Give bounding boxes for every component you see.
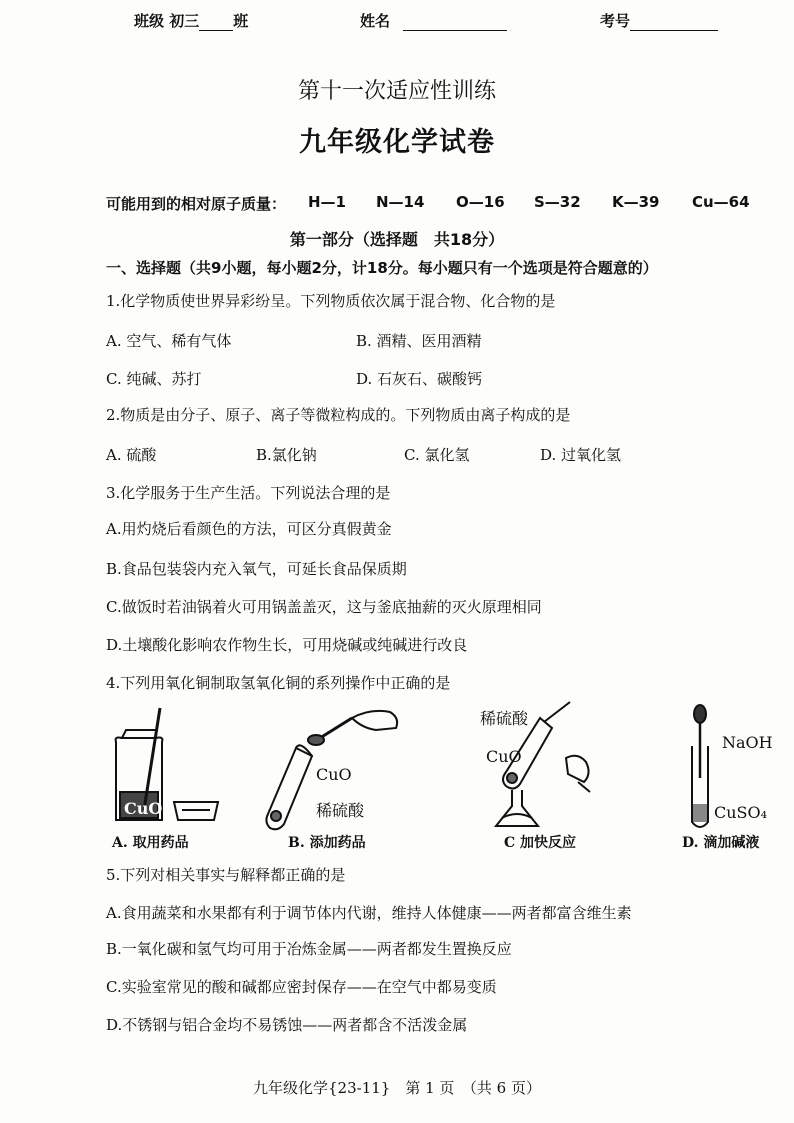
- class-label: 班级: [134, 12, 165, 30]
- cuo-label-c: CuO: [486, 747, 522, 766]
- q5-option-c[interactable]: C.实验室常见的酸和碱都应密封保存——在空气中都易变质: [106, 978, 497, 996]
- q1-option-c[interactable]: C. 纯碱、苏打: [106, 370, 202, 388]
- q5-option-b[interactable]: B.一氧化碳和氢气均可用于冶炼金属——两者都发生置换反应: [106, 940, 512, 958]
- q2-stem: 2.物质是由分子、原子、离子等微粒构成的。下列物质由离子构成的是: [106, 406, 571, 424]
- naoh-label: NaOH: [722, 733, 773, 752]
- q1-stem: 1.化学物质使世界异彩纷呈。下列物质依次属于混合物、化合物的是: [106, 292, 556, 310]
- q4-option-b[interactable]: B. 添加药品: [288, 835, 366, 851]
- q4-stem: 4.下列用氧化铜制取氢氧化铜的系列操作中正确的是: [106, 674, 451, 692]
- acid-label-b: 稀硫酸: [316, 801, 365, 820]
- q3-option-a[interactable]: A.用灼烧后看颜色的方法，可区分真假黄金: [106, 520, 392, 538]
- cuso4-label: CuSO₄: [714, 803, 768, 822]
- class-prefix: 初三: [169, 12, 200, 30]
- number-label: 考号: [600, 12, 631, 30]
- atomic-mass-line: [106, 193, 756, 214]
- test-tube-icon-b: [266, 745, 312, 829]
- class-field: [134, 10, 248, 31]
- q3-stem: 3.化学服务于生产生活。下列说法合理的是: [106, 484, 391, 502]
- cuo-label-a: CuO: [124, 799, 163, 818]
- mass-h: H—1: [308, 193, 346, 211]
- acid-label-c: 稀硫酸: [480, 709, 529, 728]
- q3-option-b[interactable]: B.食品包装袋内充入氧气，可延长食品保质期: [106, 560, 407, 578]
- mass-n: N—14: [376, 193, 425, 211]
- mass-o: O—16: [456, 193, 505, 211]
- q3-option-c[interactable]: C.做饭时若油锅着火可用锅盖盖灭，这与釜底抽薪的灭火原理相同: [106, 598, 542, 616]
- mass-k: K—39: [612, 193, 660, 211]
- part-heading: 第一部分（选择题 共18分）: [289, 230, 505, 249]
- hand-icon-c: [566, 756, 590, 792]
- q2-option-b[interactable]: B.氯化钠: [256, 446, 317, 464]
- q1-option-a[interactable]: A. 空气、稀有气体: [106, 332, 232, 350]
- q4-option-a[interactable]: A. 取用药品: [112, 835, 189, 851]
- mass-cu: Cu—64: [692, 193, 750, 211]
- q2-option-c[interactable]: C. 氯化氢: [404, 446, 470, 464]
- hand-spatula-icon: [308, 711, 397, 745]
- q1-option-b[interactable]: B. 酒精、医用酒精: [356, 332, 482, 350]
- name-label: 姓名: [360, 12, 391, 30]
- name-field: [360, 10, 507, 31]
- q2-option-a[interactable]: A. 硫酸: [106, 446, 157, 464]
- q4-option-d[interactable]: D. 滴加碱液: [682, 835, 760, 851]
- q4-option-c[interactable]: C 加快反应: [504, 835, 577, 851]
- atomic-mass-label: 可能用到的相对原子质量：: [106, 195, 287, 213]
- q5-option-a[interactable]: A.食用蔬菜和水果都有利于调节体内代谢，维持人体健康——两者都富含维生素: [106, 904, 632, 922]
- q3-option-d[interactable]: D.土壤酸化影响农作物生长，可用烧碱或纯碱进行改良: [106, 636, 468, 654]
- name-blank[interactable]: [403, 16, 507, 31]
- q5-stem: 5.下列对相关事实与解释都正确的是: [106, 866, 346, 884]
- number-field: [600, 10, 718, 31]
- mass-s: S—32: [534, 193, 581, 211]
- cuo-label-b: CuO: [316, 765, 352, 784]
- dish-icon: [174, 802, 218, 820]
- exam-subtitle: 第十一次适应性训练: [297, 79, 496, 104]
- number-blank[interactable]: [630, 16, 718, 31]
- page-footer: 九年级化学{23-11} 第 1 页 （共 6 页）: [253, 1079, 541, 1097]
- dropper-icon: [694, 705, 706, 778]
- q1-option-d[interactable]: D. 石灰石、碳酸钙: [356, 370, 483, 388]
- q2-option-d[interactable]: D. 过氧化氢: [540, 446, 622, 464]
- exam-title: 九年级化学试卷: [299, 127, 495, 158]
- q4-figure: [100, 700, 790, 835]
- class-suffix: 班: [233, 12, 249, 30]
- section-heading: 一、选择题（共9小题，每小题2分，计18分。每小题只有一个选项是符合题意的）: [106, 259, 658, 277]
- class-blank[interactable]: [199, 16, 233, 31]
- flask-icon: [496, 790, 538, 826]
- q5-option-d[interactable]: D.不锈钢与铝合金均不易锈蚀——两者都含不活泼金属: [106, 1016, 468, 1034]
